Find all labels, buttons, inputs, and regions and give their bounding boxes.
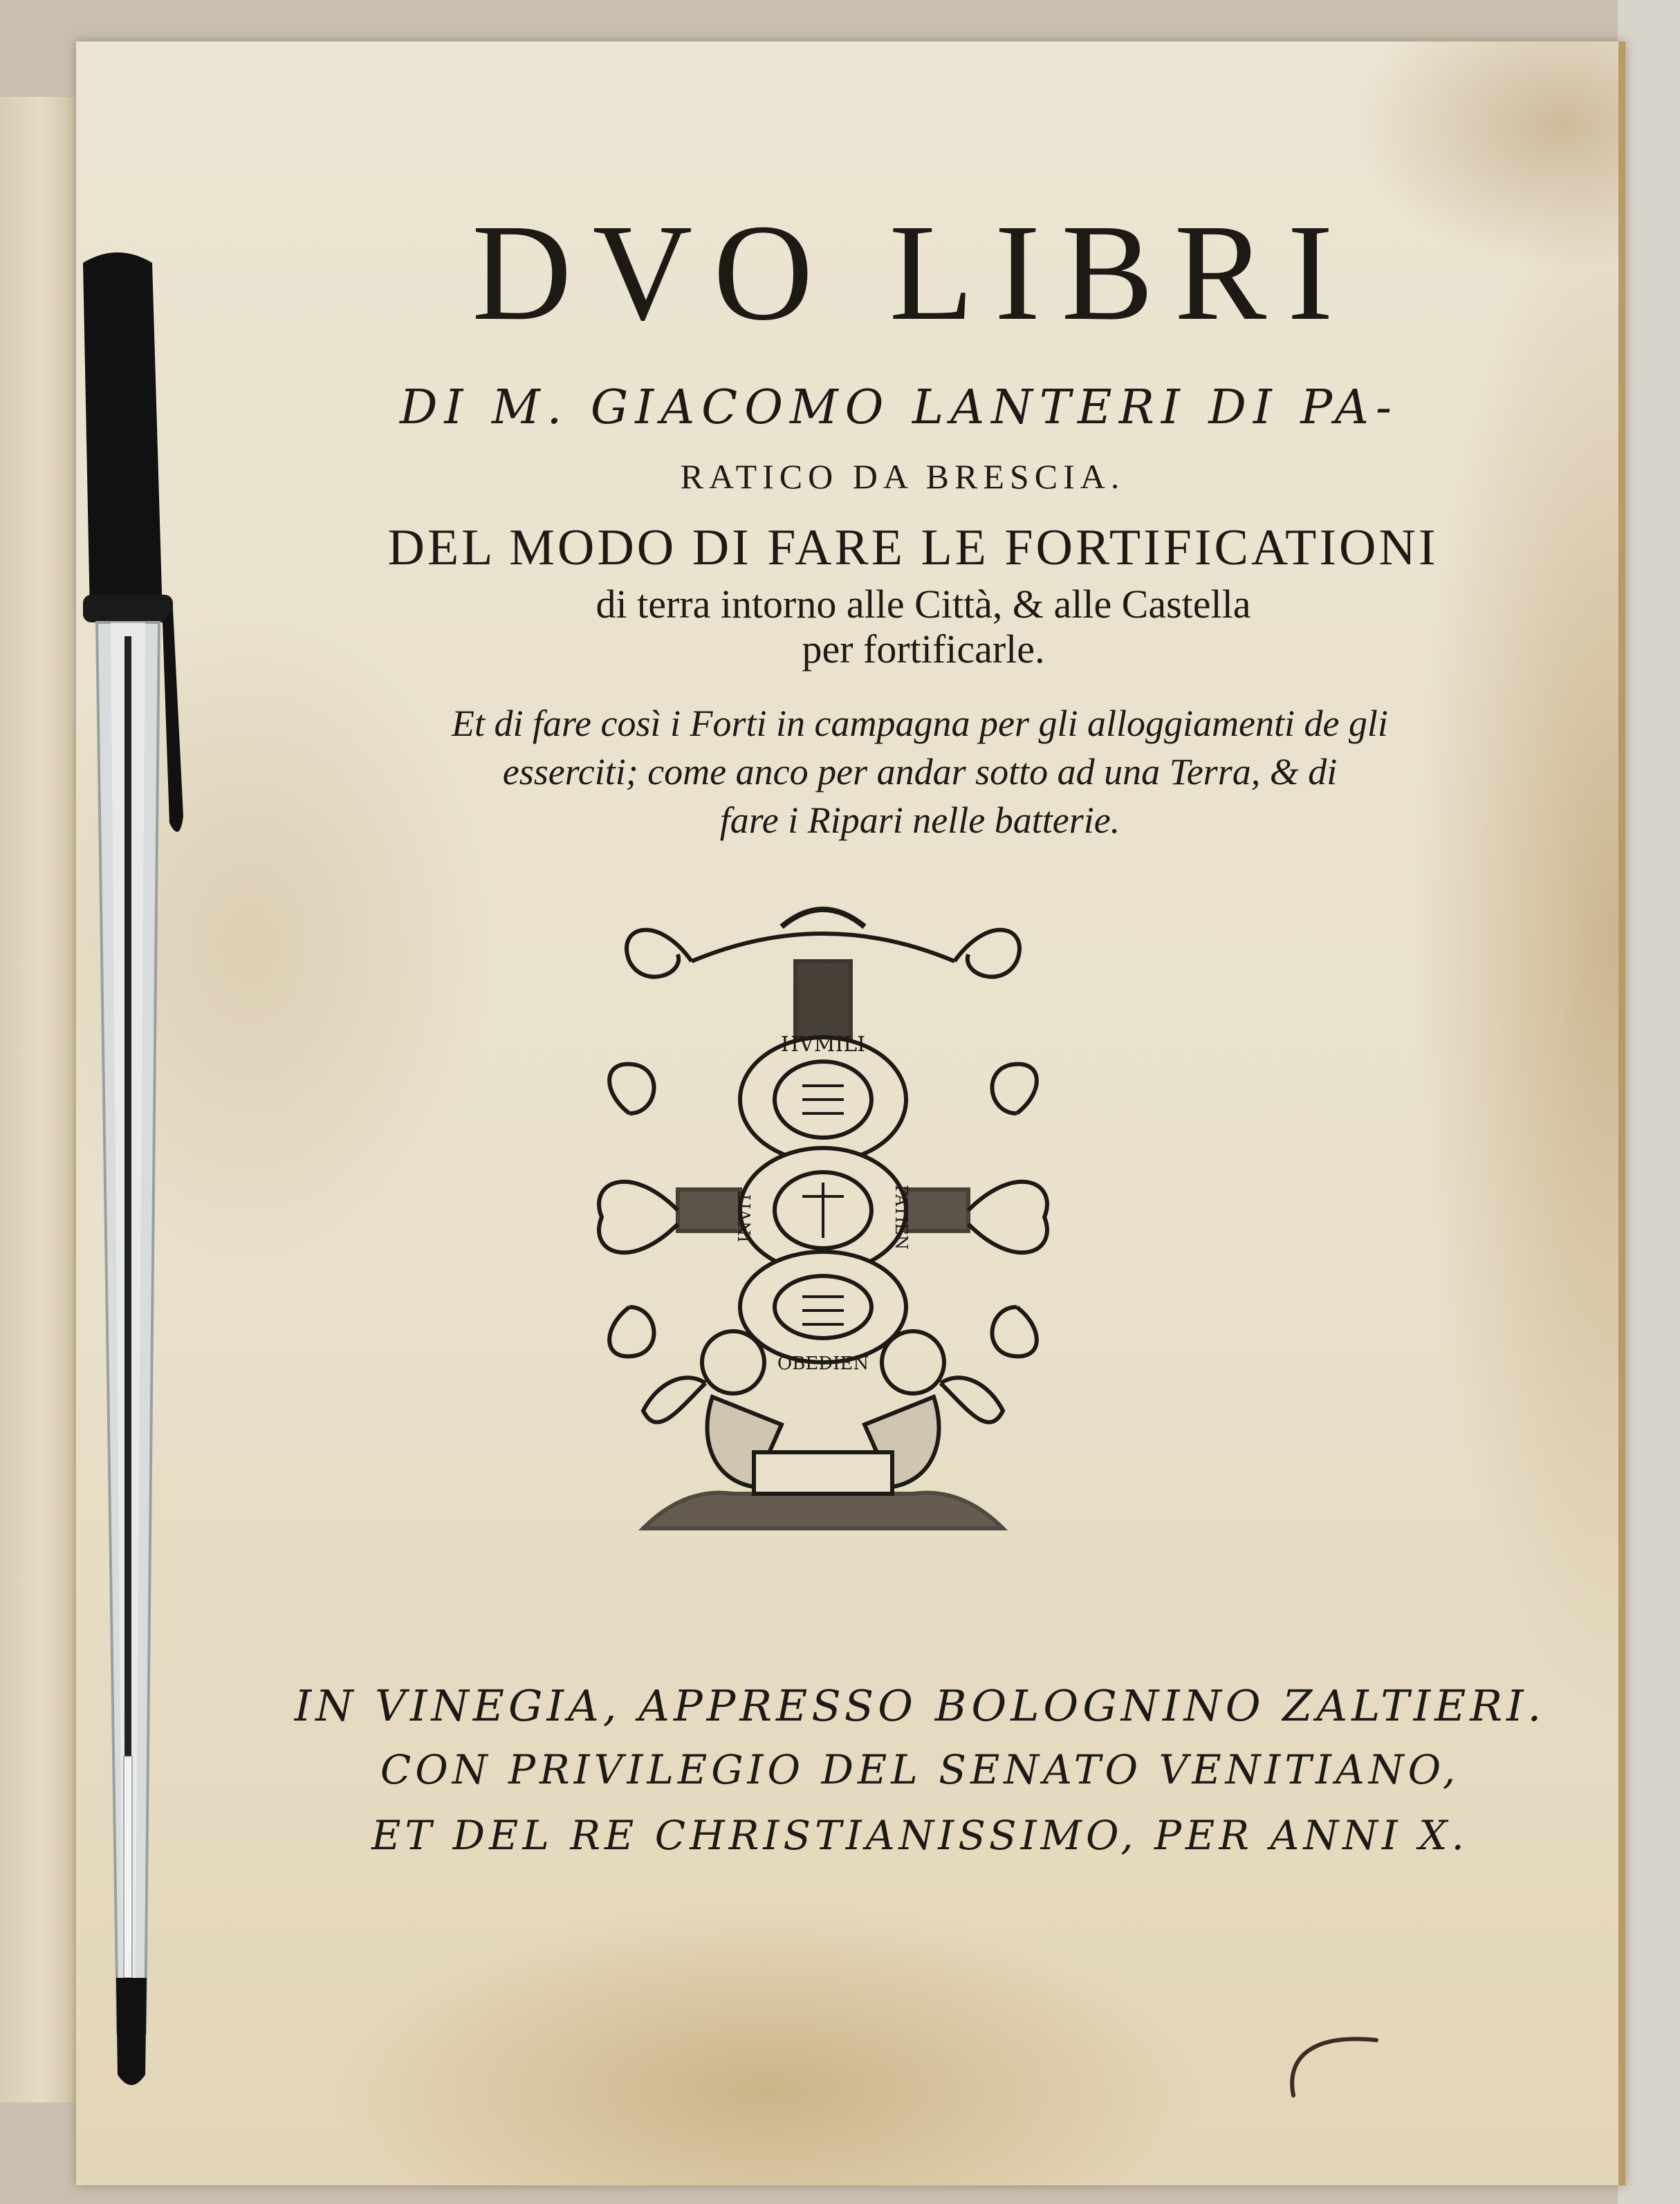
subtitle-line-1: DEL MODO DI FARE LE FORTIFICATIONI bbox=[387, 519, 1439, 576]
imprint-line-1: IN VINEGIA, APPRESSO BOLOGNINO ZALTIERI. bbox=[294, 1680, 1546, 1731]
title-page bbox=[76, 41, 1625, 2185]
author-line-2: RATICO DA BRESCIA. bbox=[680, 457, 1125, 496]
device-label-bottom: OBEDIEN bbox=[777, 1353, 869, 1374]
author-line-1: DI M. GIACOMO LANTERI DI PA- bbox=[400, 380, 1399, 435]
device-label-top: HVMILI bbox=[780, 1032, 866, 1057]
description-line-3: fare i Ripari nelle batterie. bbox=[719, 799, 1120, 841]
imprint-line-2: CON PRIVILEGIO DEL SENATO VENITIANO, bbox=[380, 1746, 1460, 1793]
device-label-right: PATIEN bbox=[892, 1185, 911, 1250]
subtitle-line-3: per fortificarle. bbox=[802, 627, 1045, 672]
description-line-2: esserciti; come anco per andar sotto ad una Terra, & di bbox=[502, 751, 1338, 793]
printer-device-woodcut-icon bbox=[574, 885, 1072, 1535]
imprint-line-3: ET DEL RE CHRISTIANISSIMO, PER ANNI X. bbox=[371, 1812, 1468, 1859]
subtitle-line-2: di terra intorno alle Città, & alle Castella bbox=[596, 582, 1251, 627]
background-cloth bbox=[1618, 0, 1680, 2204]
ink-mark bbox=[1280, 2019, 1390, 2102]
device-label-left: INVIT bbox=[735, 1192, 755, 1243]
ballpoint-pen-icon bbox=[41, 249, 194, 2116]
book-title: DVO LIBRI bbox=[472, 196, 1354, 349]
description-line-1: Et di fare così i Forti in campagna per gli alloggiamenti de gli bbox=[452, 703, 1388, 744]
